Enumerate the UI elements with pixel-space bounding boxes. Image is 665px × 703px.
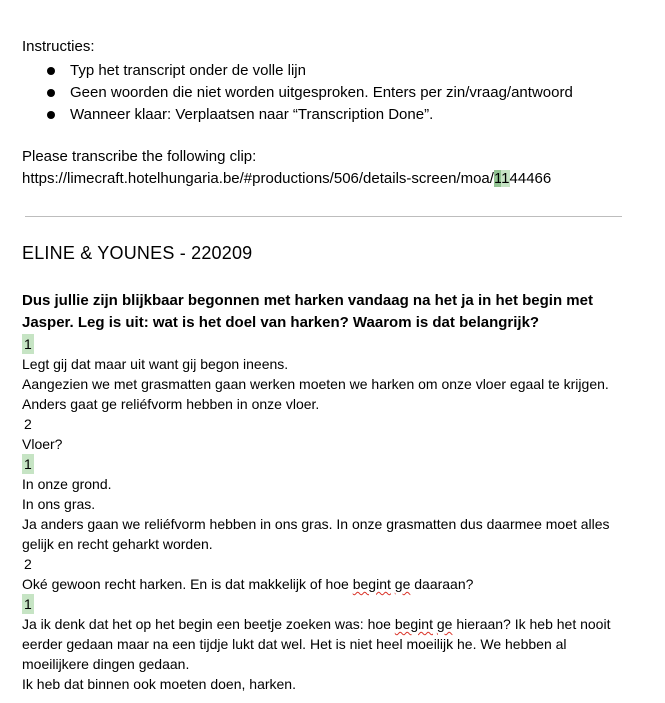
line-text: hieraan? Ik heb het nooit eerder gedaan maar na een tijdje lukt dat wel. Het is niet heel moeilijk he. We hebben al moeilijkere dingen gedaan. <box>22 616 611 672</box>
transcript-lines <box>22 334 647 694</box>
instruction-item <box>22 60 647 82</box>
clip-url-highlight-strong: 1 <box>493 170 502 187</box>
clip-label: Please transcribe the following clip: <box>22 148 257 165</box>
interview-question: Dus jullie zijn blijkbaar begonnen met harken vandaag na het ja in het begin met Jasper. Leg is uit: wat is het doel van harken? Waarom is dat belangrijk? <box>22 292 593 331</box>
bullet-icon <box>47 67 55 75</box>
transcript-line: Ik heb dat binnen ook moeten doen, harken. <box>22 676 296 692</box>
clip-url-link[interactable] <box>22 168 647 190</box>
instruction-text: Typ het transcript onder de volle lijn <box>70 62 306 79</box>
spellcheck-word: ge <box>436 616 453 632</box>
instructions-title: Instructies: <box>22 38 95 55</box>
transcript-line <box>22 574 622 594</box>
speaker-marker <box>22 454 622 474</box>
instruction-item <box>22 82 647 104</box>
transcript-line: Vloer? <box>22 436 63 452</box>
line-text: Oké gewoon recht harken. En is dat makkelijk of hoe <box>22 576 353 592</box>
speaker-number: 1 <box>24 336 32 352</box>
spellcheck-word: begint <box>352 576 391 592</box>
line-text: daaraan? <box>410 576 474 592</box>
speaker-marker <box>22 554 622 574</box>
spellcheck-word: begint <box>394 616 433 632</box>
instruction-item <box>22 104 647 126</box>
transcript-line: Aangezien we met grasmatten gaan werken moeten we harken om onze vloer egaal te krijgen. Anders gaat ge reliéfvorm hebben in onze vloer. <box>22 376 609 412</box>
transcript-line: Legt gij dat maar uit want gij begon ineens. <box>22 356 289 372</box>
full-line-divider <box>25 216 622 217</box>
transcript-line <box>22 614 622 674</box>
document-body <box>22 38 647 694</box>
line-text: Ja ik denk dat het op het begin een beetje zoeken was: hoe <box>22 616 395 632</box>
clip-url-prefix: https://limecraft.hotelhungaria.be/#productions/506/details-screen/moa/ <box>22 170 494 187</box>
instruction-text: Wanneer klaar: Verplaatsen naar “Transcription Done”. <box>70 106 434 123</box>
bullet-icon <box>47 89 55 97</box>
transcript-line: In onze grond. <box>22 476 112 492</box>
transcript-line: In ons gras. <box>22 496 96 512</box>
speaker-number: 1 <box>24 456 32 472</box>
speaker-number: 2 <box>24 416 32 432</box>
clip-url-suffix: 44466 <box>509 170 552 187</box>
transcript-heading: ELINE & YOUNES - 220209 <box>22 243 253 263</box>
speaker-marker <box>22 414 622 434</box>
speaker-marker <box>22 594 622 614</box>
clip-block <box>22 146 647 190</box>
speaker-number: 1 <box>24 596 32 612</box>
speaker-marker <box>22 334 622 354</box>
spellcheck-word: ge <box>394 576 411 592</box>
transcript-line: Ja anders gaan we reliéfvorm hebben in ons gras. In onze grasmatten dus daarmee moet alles gelijk en recht geharkt worden. <box>22 516 610 552</box>
instructions-list <box>22 60 647 126</box>
speaker-number: 2 <box>24 556 32 572</box>
instruction-text: Geen woorden die niet worden uitgesproken. Enters per zin/vraag/antwoord <box>70 84 573 101</box>
bullet-icon <box>47 111 55 119</box>
clip-url-highlight-light: 1 <box>501 170 510 187</box>
